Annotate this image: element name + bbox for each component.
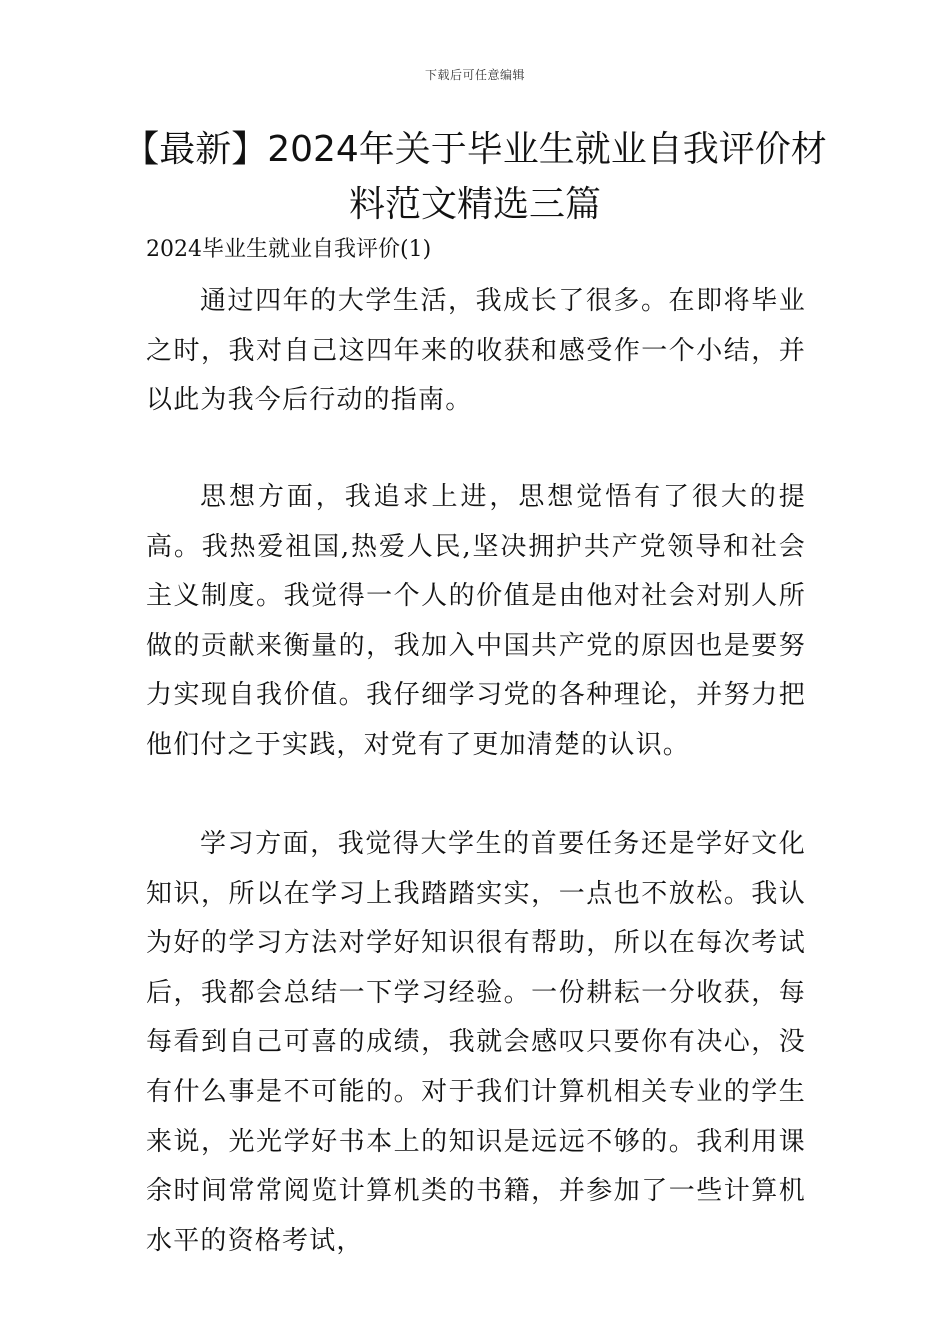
document-title: 【最新】2024年关于毕业生就业自我评价材料范文精选三篇 <box>123 129 827 225</box>
paragraph-thoughts-intro: 通过四年的大学生活，我成长了很多。在即将毕业之时，我对自己这四年来的收获和感受作一个小结，并以此为我今后行动的指南。 <box>146 286 806 416</box>
section-heading: 2024毕业生就业自我评价(1) <box>146 237 432 262</box>
header-note: 下载后可任意编辑 <box>424 68 525 82</box>
paragraph-study: 学习方面，我觉得大学生的首要任务还是学好文化知识，所以在学习上我踏踏实实，一点也不放松。我认为好的学习方法对学好知识很有帮助，所以在每次考试后，我都会总结一下学习经验。一份耕耘一分收获，每每看到自己可喜的成绩，我就会感叹只要你有决心，没有什么事是不可能的。对于我们计算机相关专业的学生来说，光光学好书本上的知识是远远不够的。我利用课余时间常常阅览计算机类的书籍，并参加了一些计算机水平的资格考试， <box>146 829 806 1256</box>
paragraph-ideology: 思想方面，我追求上进，思想觉悟有了很大的提高。我热爱祖国,热爱人民,坚决拥护共产党领导和社会主义制度。我觉得一个人的价值是由他对社会对别人所做的贡献来衡量的，我加入中国共产党的原因也是要努力实现自我价值。我仔细学习党的各种理论，并努力把他们付之于实践，对党有了更加清楚的认识。 <box>146 482 806 760</box>
